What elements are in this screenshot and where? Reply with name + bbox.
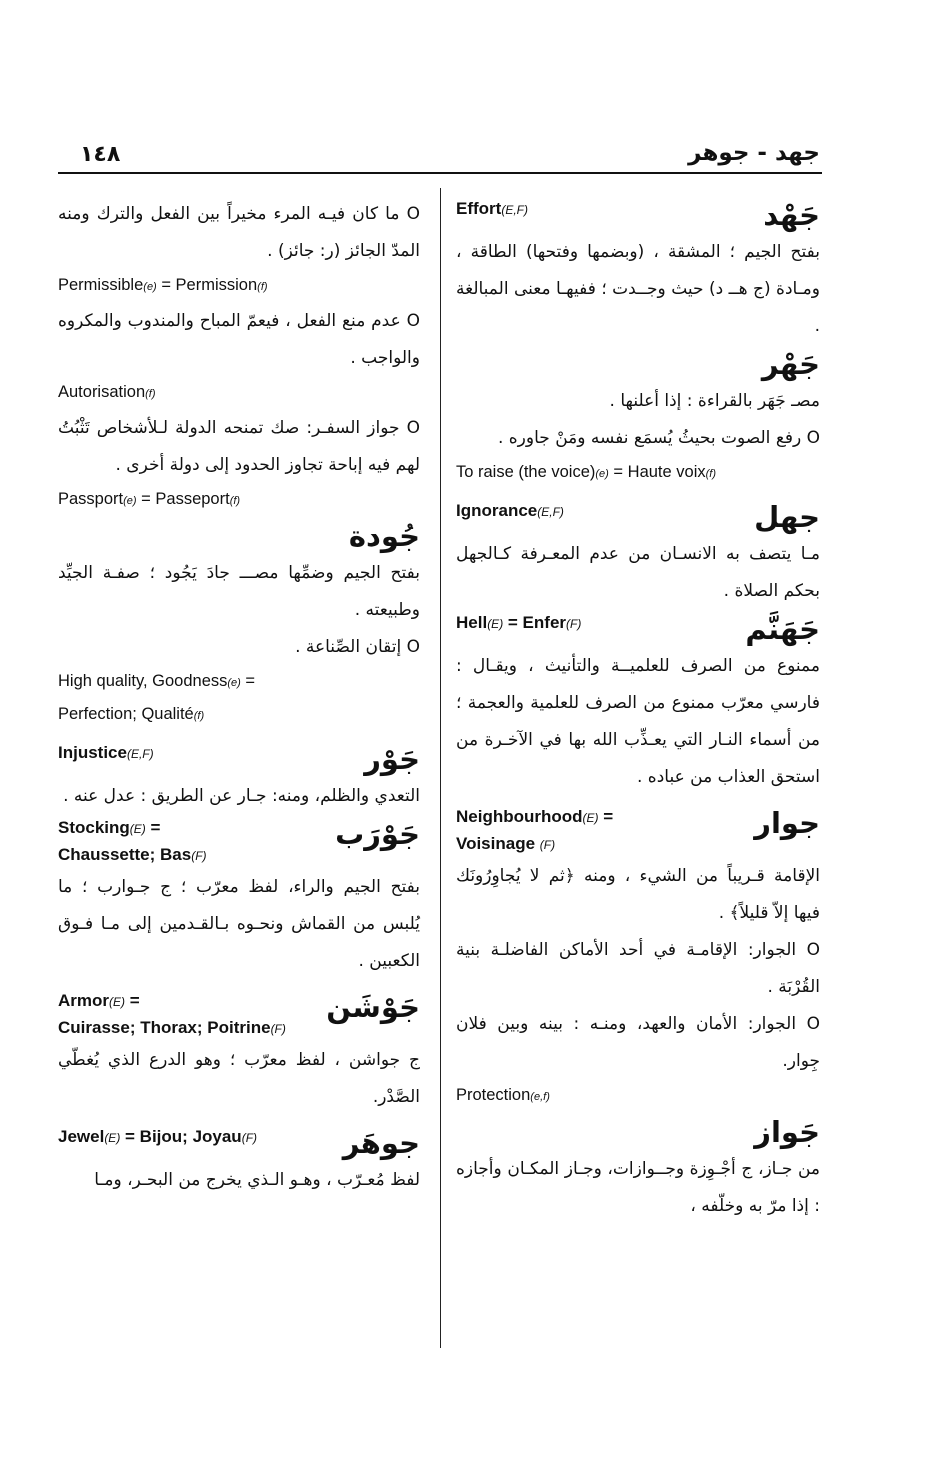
entry-jawhar: [58, 1124, 420, 1199]
entry-definition: بفتح الجيم والراء، لفظ معرّب ؛ ج جـوارب ؛ ما يُلبس من القماش ونحـوه بـالقـدمين إلى مـا فـوق الكعبين .: [58, 877, 420, 971]
entry-jawrab: [58, 815, 420, 980]
entry-translation: Passport(e) = Passeport(f): [58, 490, 241, 508]
entry-jiwar: [456, 804, 820, 1113]
entry-definition: لفظ مُعـرّب ، وهـو الـذي يخرج من البحـر، ومـا: [94, 1170, 420, 1190]
entry-headword: جهل: [754, 500, 820, 534]
entry-definition: مصـ جَهَر بالقراءة : إذا أعلنها .: [609, 391, 820, 411]
entry-definition: O إتقان الصِّناعة .: [295, 637, 420, 657]
right-column: [456, 196, 820, 1225]
entry-english: Jewel(E) = Bijou; Joyau(F): [58, 1127, 258, 1146]
entry-headword: جَوْرَب: [335, 817, 420, 851]
entry-jawaz: [456, 1113, 820, 1225]
entry-definition: O جواز السفـر: صك تمنحه الدولة لـلأشخاص تَثْبُتُ لهم فيه إباحة تجاوز الحدود إلى دولة أخرى .: [58, 418, 420, 475]
entry-headword: جَواز: [754, 1115, 820, 1149]
entry-headword: جَوْر: [364, 742, 420, 776]
entry-translation: High quality, Goodness(e) = Perfection; Qualité(f): [58, 672, 256, 723]
entry-headword: جوار: [754, 806, 820, 840]
entry-definition: بفتح الجيم وضمِّها مصـــ جادَ يَجُود ؛ صفـة الجيِّد وطبيعته .: [58, 563, 420, 620]
entry-headword: جَهَنَّم: [745, 612, 820, 646]
entry-jawaz-continued: [58, 196, 420, 517]
entry-definition: O عدم منع الفعل ، فيعمّ المباح والمندوب والمكروه والواجب .: [58, 311, 420, 368]
entry-jawshan: [58, 988, 420, 1116]
entry-english: Ignorance(E,F): [456, 501, 564, 520]
entry-definition: الإقامة قـريباً من الشيء ، ومنه ﴿ثم لا يُجاوِرُونَك فيها إلاّ قليلاً﴾ .: [456, 866, 820, 923]
entry-definition: ج جواشن ، لفظ معرّب ؛ وهو الدرع الذي يُغطّي الصَّدْر.: [58, 1050, 420, 1107]
entry-jahannam: [456, 610, 820, 796]
entry-translation: Permissible(e) = Permission(f): [58, 276, 268, 294]
entry-definition: التعدي والظلم، ومنه: جـار عن الطريق : عدل عنه .: [63, 786, 420, 806]
left-column: [58, 196, 420, 1199]
entry-definition: O رفع الصوت بحيثُ يُسمَع نفسه ومَنْ جاوره .: [497, 428, 820, 448]
entry-definition: O الجوار: الأمان والعهد، ومنـه : بينه وبين فلان جِوار.: [456, 1014, 820, 1071]
entry-english: Injustice(E,F): [58, 743, 154, 762]
entry-headword: جَهْد: [763, 198, 820, 232]
entry-english: Neighbourhood(E) = Voisinage (F): [456, 807, 614, 853]
entry-translation: Protection(e,f): [456, 1086, 550, 1104]
entry-english: Effort(E,F): [456, 199, 528, 218]
entry-definition: O الجوار: الإقامـة في أحد الأماكن الفاضلـة بنية القُرْبَة .: [456, 940, 820, 997]
entry-headword: جُودة: [348, 519, 420, 553]
entry-jawda: [58, 517, 420, 732]
entry-headword: جَوْشَن: [326, 990, 420, 1024]
entry-definition: O ما كان فيـه المرء مخيراً بين الفعل والترك ومنه المدّ الجائز (ر: جائز) .: [58, 204, 420, 261]
entry-juhd: [456, 196, 820, 345]
entry-jawr: [58, 740, 420, 815]
entry-translation: Autorisation(f): [58, 383, 156, 401]
page-header: [58, 138, 820, 172]
entry-headword: جوهَر: [342, 1126, 420, 1160]
column-divider: [440, 188, 441, 1348]
entry-english: Armor(E) = Cuirasse; Thorax; Poitrine(F): [58, 991, 286, 1037]
entry-definition: من جـاز، ج أجْـوِزة وجــوازات، وجـاز المكـان وأجازه : إذا مرّ به وخلّفه ،: [456, 1159, 820, 1216]
header-rule: [58, 172, 822, 174]
page-number: ١٤٨: [80, 142, 121, 167]
entry-english: Stocking(E) = Chaussette; Bas(F): [58, 818, 207, 864]
entry-definition: مـا يتصف به الانسـان من عدم المعـرفة كـالجهل بحكم الصلاة .: [456, 544, 820, 601]
entry-english: Hell(E) = Enfer(F): [456, 613, 582, 632]
entry-headword: جَهْر: [761, 347, 820, 381]
entry-jahr: [456, 345, 820, 490]
running-title: جهد - جوهر: [688, 140, 820, 166]
entry-definition: بفتح الجيم ؛ المشقة ، (وبضمها وفتحها) الطاقة ، ومـادة (ج هــ د) حيث وجــدت ؛ ففيهـا معنى المبالغة .: [456, 242, 820, 336]
entry-definition: ممنوع من الصرف للعلميــة والتأنيث ، ويقـال : فارسي معرّب ممنوع من الصرف للعلمية والعجمة ؛ من أسماء النـار التي يعـذِّب الله بها في الآخـرة من استحق العذاب من عباده .: [456, 656, 820, 787]
entry-jahl: [456, 498, 820, 610]
entry-translation: To raise (the voice)(e) = Haute voix(f): [456, 463, 716, 481]
